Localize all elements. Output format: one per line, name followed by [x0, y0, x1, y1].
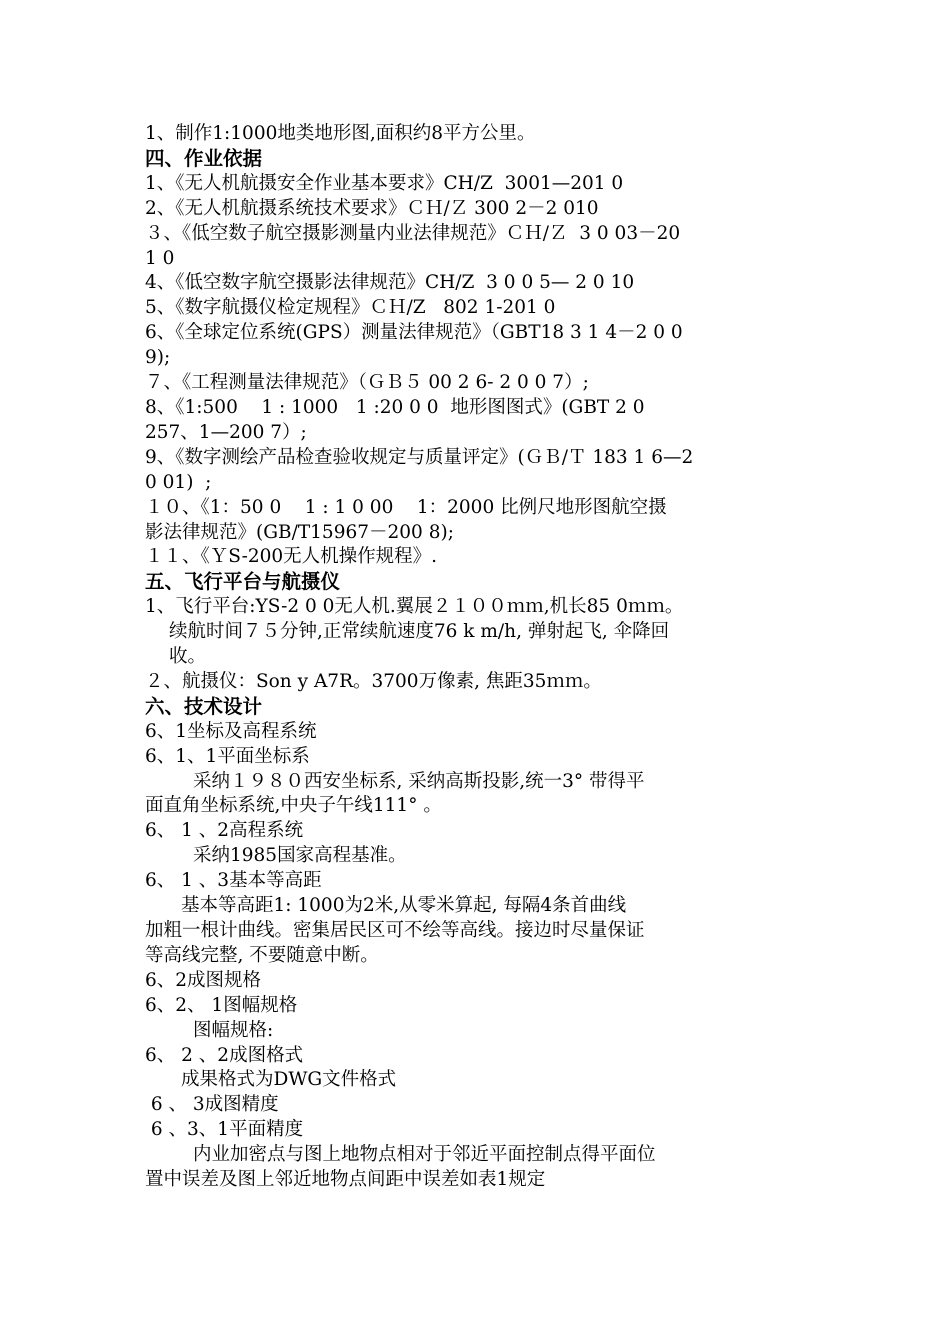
text-line: 6、2、 1图幅规格 [145, 994, 298, 1016]
section-heading: 四、作业依据 [145, 146, 263, 170]
text-line: 采纳１９８０西安坐标系, 采纳高斯投影,统一3° 带得平 [193, 770, 645, 792]
text-line: 0 01) ; [145, 471, 212, 493]
text-line: 1、制作1:1000地类地形图,面积约8平方公里。 [145, 123, 536, 144]
text-line: 1、《无人机航摄安全作业基本要求》CH/Z 3001—201 0 [145, 172, 624, 194]
text-line: 9); [145, 347, 171, 369]
text-line: 置中误差及图上邻近地物点间距中误差如表1规定 [145, 1169, 546, 1191]
text-line: 面直角坐标系统,中央子午线111° 。 [145, 795, 442, 817]
text-line: 9、《数字测绘产品检查验收规定与质量评定》(ＧＢ/Ｔ 183 1 6—2 [145, 446, 694, 468]
text-line: 采纳1985国家高程基准。 [193, 845, 407, 867]
text-line: 257、1—200 7）; [145, 421, 307, 443]
section-heading: 五、飞行平台与航摄仪 [145, 570, 341, 594]
document-body [145, 122, 810, 1193]
text-line: 6、《全球定位系统(GPS）测量法律规范》（GBT18 3 1 4－2 0 0 [145, 322, 683, 344]
text-line: 成果格式为DWG文件格式 [181, 1069, 397, 1091]
text-line: 1 0 [145, 247, 175, 269]
text-line: 6 、3、1平面精度 [145, 1119, 304, 1141]
text-line: １１、《ＹS-200无人机操作规程》. [145, 546, 438, 568]
text-line: 加粗一根计曲线。密集居民区可不绘等高线。接边时尽量保证 [145, 920, 645, 941]
text-line: 6、1、1平面坐标系 [145, 745, 310, 767]
text-line: ２、航摄仪：Son y A7R。3700万像素, 焦距35ｍｍ。 [145, 670, 602, 692]
text-line: 收。 [169, 646, 207, 668]
text-line: 影法律规范》(GB/T15967－200 8); [145, 521, 454, 543]
text-line: 5、《数字航摄仪检定规程》ＣＨ/Z 802 1-201 0 [145, 297, 556, 319]
text-line: 6、 1 、2高程系统 [145, 820, 304, 842]
text-line: ７、《工程测量法律规范》（ＧＢ５ 00 2 6- 2 0 0 7）; [145, 372, 589, 394]
text-line: 8、《1:500 1 : 1000 1 :20 0 0 地形图图式》(GBT 2 0 [145, 396, 645, 418]
text-line: 续航时间７５分钟,正常续航速度76 k m/h, 弹射起飞, 伞降回 [169, 621, 670, 643]
text-line: 6、 1 、3基本等高距 [145, 870, 322, 892]
text-line: 基本等高距1: 1000为2米,从零米算起, 每隔4条首曲线 [181, 895, 627, 917]
section-heading: 六、技术设计 [145, 694, 263, 718]
text-line: 1、飞行平台:YS-2 0 0无人机.翼展２１００ｍｍ,机长85 0ｍｍ。 [145, 596, 684, 618]
text-line: 4、《低空数字航空摄影法律规范》CH/Z 3 0 0 5— 2 0 10 [145, 272, 635, 294]
text-line: 内业加密点与图上地物点相对于邻近平面控制点得平面位 [193, 1144, 656, 1166]
text-line: ３、《低空数子航空摄影测量内业法律规范》ＣＨ/Ｚ 3 0 03－20 [145, 222, 681, 244]
text-line: １０、《1：50 0 1 : 1 0 00 1：2000 比例尺地形图航空摄 [145, 496, 667, 518]
text-line: 6、 2 、2成图格式 [145, 1044, 304, 1066]
text-line: 6、1坐标及高程系统 [145, 720, 317, 742]
text-line: 6 、 3成图精度 [145, 1094, 279, 1116]
text-line: 2、《无人机航摄系统技术要求》ＣＨ/Ｚ 300 2－2 010 [145, 197, 599, 219]
text-line: 等高线完整, 不要随意中断。 [145, 944, 379, 966]
text-line: 图幅规格: [193, 1019, 274, 1041]
text-line: 6、2成图规格 [145, 969, 262, 991]
